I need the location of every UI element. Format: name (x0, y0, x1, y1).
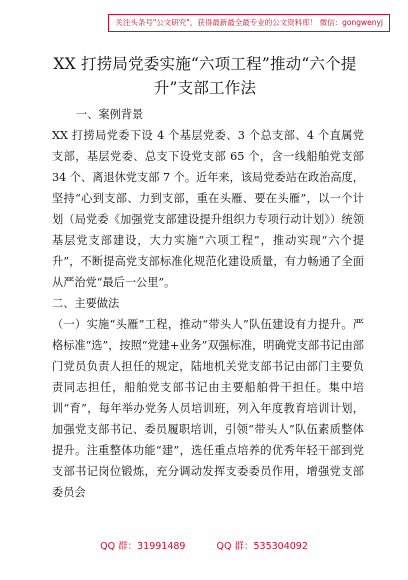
section-heading-background: 一、案例背景 (76, 108, 144, 121)
footer-qq-group-2: QQ 群：535304092 (216, 541, 308, 552)
footer-contact (0, 538, 408, 552)
footer-qq-group-1: QQ 群：31991489 (100, 541, 186, 552)
paragraph-practices: （一）实施“头雁”工程，推动“带头人”队伍建设有力提升。严格标准“选”，按照“党建+业务”双强标准，明确党支部书记由部门党员负责人担任的规定，陆地机关党支部书记由部门主要负责同志担任，船舶党支部书记由主要船舶骨干担任。集中培训“育”，每年举办党务人员培训班，列入年度教育培训计划，加强党支部书记、委员履职培训，引领“带头人”队伍素质整体提升。注重整体功能“建”，选任重点培养的优秀年轻干部到党支部书记岗位锻炼，充分调动发挥支委委员作用，增强党支部委员会 (52, 318, 364, 499)
document-title: XX 打捞局党委实施“六项工程”推动“六个提升”支部工作法 (53, 55, 357, 97)
promo-banner: 关注头条号"公文研究"，获得最新最全最专业的公文资料库！ 微信：gongwenyj (108, 14, 390, 32)
document-body (52, 104, 364, 503)
section-heading-practices: 二、主要做法 (52, 297, 120, 310)
paragraph-background: XX 打捞局党委下设 4 个基层党委、3 个总支部、4 个直属党支部，基层党委、总支下设党支部 65 个，含一线船舶党支部 34 个、离退休党支部 7 个。近年来，该局党委站在政治高度，坚持“心到支部、力到支部，重在头雁、要在头雁”，以一个计划（局党委《加强党支部建设提升组织力专项行动计划》）统领基层党支部建设，大力实施“六项工程”，推动实现“六个提升”，不断提高党支部标准化规范化建设质量，有力畅通了全面从严治党“最后一公里”。 (52, 129, 364, 289)
